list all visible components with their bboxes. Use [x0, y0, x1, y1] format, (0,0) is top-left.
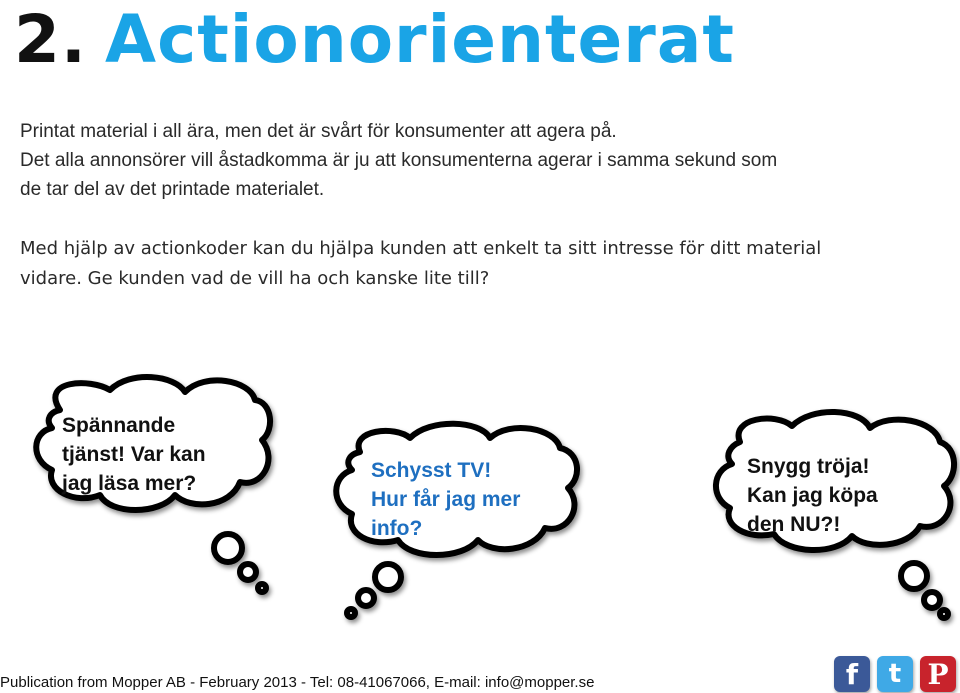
twitter-glyph: t	[888, 659, 902, 689]
text-line: Printat material i all ära, men det är svårt för konsumenter att agera på.	[20, 121, 617, 142]
facebook-icon[interactable]	[834, 656, 870, 692]
text-line: vidare. Ge kunden vad de vill ha och kanske lite till?	[20, 268, 490, 289]
text-line: de tar del av det printade materialet.	[20, 179, 325, 200]
cloud-line: info?	[371, 517, 423, 540]
cloud-line: Kan jag köpa	[747, 484, 878, 507]
cloud-line: Hur får jag mer	[371, 488, 521, 511]
cloud-1-text	[62, 411, 206, 498]
section-number: 2.	[14, 1, 87, 78]
text-line: Med hjälp av actionkoder kan du hjälpa kunden att enkelt ta sitt intresse för ditt material	[20, 238, 822, 259]
cloud-line: Schysst TV!	[371, 459, 492, 482]
pinterest-icon[interactable]	[920, 656, 956, 692]
twitter-icon[interactable]	[877, 656, 913, 692]
cloud-line: Snygg tröja!	[747, 455, 870, 478]
facebook-glyph: f	[845, 657, 859, 691]
pinterest-glyph: P	[927, 657, 949, 691]
text-line: Det alla annonsörer vill åstadkomma är ju att konsumenterna agerar i samma sekund som	[20, 150, 778, 171]
cloud-line: den NU?!	[747, 513, 841, 536]
cloud-2-text	[371, 456, 520, 543]
cloud-3-text	[747, 452, 878, 539]
footer-text: Publication from Mopper AB - February 2013 - Tel: 08-41067066, E-mail: info@mopper.se	[0, 674, 595, 691]
section-title: Actionorienterat	[105, 1, 735, 78]
cloud-line: tjänst! Var kan	[62, 443, 206, 466]
cloud-line: Spännande	[62, 414, 176, 437]
cloud-line: jag läsa mer?	[62, 472, 197, 495]
